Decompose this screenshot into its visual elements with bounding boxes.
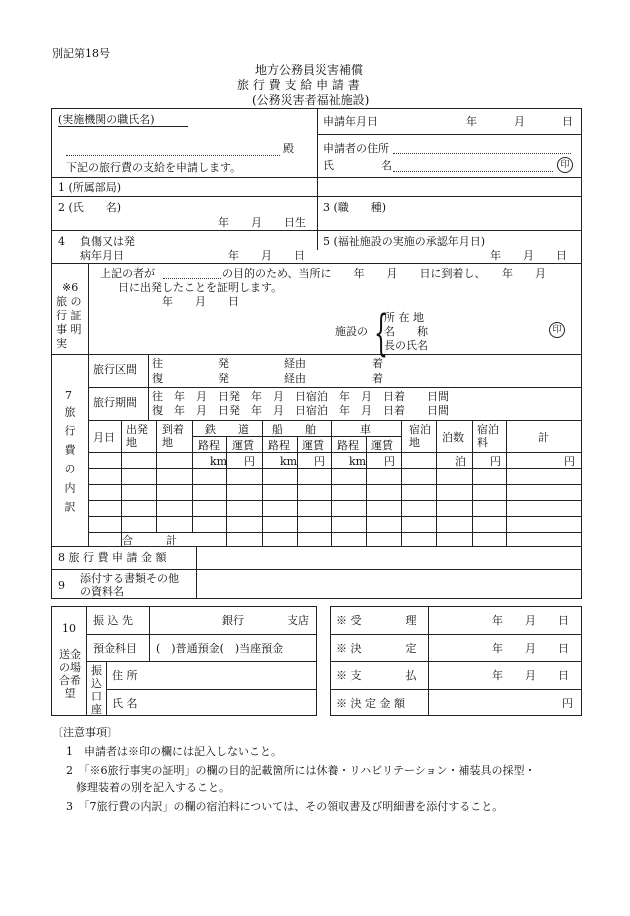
divider [436,420,437,546]
account-name-label: 氏 名 [112,697,138,710]
applicant-name-field[interactable] [393,171,553,172]
divider [51,263,582,264]
name-label: 2 (氏 名) [58,201,122,214]
divider [331,420,332,546]
amount-yen: 円 [562,697,573,710]
divider [506,420,507,546]
facility-label: 施設の [335,325,368,338]
breakdown-no: 7 [65,389,72,402]
org-label: (実施機関の職氏名) [58,113,155,126]
col-lodging-fee: 宿泊料 [477,423,499,449]
divider [121,420,122,546]
brace-icon: { [374,307,388,363]
unit-yen: 円 [314,455,325,468]
applicant-name-shi: 氏 [323,159,334,172]
cert-side-5: 実 [56,337,67,350]
form-number: 別記第18号 [52,47,110,60]
divider [330,689,582,690]
sub-ship-distance: 路程 [268,439,290,452]
apply-date-label: 申請年月日 [323,115,378,128]
period-outbound: 往 年 月 日発 年 月 日宿泊 年 月 日着 日間 [152,390,449,403]
section-label: 旅行区間 [93,363,137,376]
divider [88,516,582,517]
col-nights: 泊数 [442,431,464,444]
divider [88,452,582,453]
title-line-1: 地方公務員災害補償 [255,63,364,77]
divider [88,263,89,546]
unit-yen: 円 [564,455,575,468]
total-label: 合 計 [122,534,177,547]
divider [106,689,317,690]
dept-label: 1 (所属部局) [58,181,122,194]
receipt-label: ※ 受 理 [336,614,417,627]
deposit-type-label: 預金科目 [93,642,137,655]
dono-label: 殿 [283,142,294,155]
divider [317,108,318,250]
injury-label-1: 負傷又は発 [80,235,135,248]
section-outbound: 往 発 経由 着 [152,357,383,370]
sub-rail-fare: 運賃 [232,439,254,452]
injury-label-2: 病年月日 [80,249,124,262]
request-text: 下記の旅行費の支給を申請します。 [66,161,242,174]
divider [88,387,582,388]
note-2a: 2 「※6旅行事実の証明」の欄の目的記載箇所には休養・リハビリテーション・補装具の採型・ [66,764,536,777]
attachment-label-2: の資料名 [80,585,124,598]
bank-side-label: 送金の場合希望 [59,648,81,700]
apply-day: 日 [562,115,573,128]
cert-side-4: 事 明 [56,323,82,336]
col-arrival: 到着地 [162,423,184,449]
divider [51,177,582,178]
decision-date: 年 月 日 [492,642,569,655]
sub-car-distance: 路程 [337,439,359,452]
facility-head: 長の氏名 [384,339,428,352]
receipt-date: 年 月 日 [492,614,569,627]
apply-year: 年 [466,115,477,128]
title-line-3: (公務災害者福祉施設) [252,93,370,107]
purpose-field[interactable] [163,278,221,279]
bank-label: 銀行 [222,614,244,627]
decision-label: ※ 決 定 [336,642,417,655]
divider [401,420,402,546]
payment-label: ※ 支 払 [336,669,417,682]
note-2b: 修理装着の別を記入すること。 [76,781,230,794]
cert-side-1: ※6 [62,281,79,294]
section-return: 復 発 経由 着 [152,372,383,385]
account-side-label: 振込口座 [91,664,102,716]
request-amount-label: 8 旅 行 費 申 請 金 額 [58,551,167,564]
divider [51,354,582,355]
col-rail: 鉄 道 [205,423,249,436]
period-return: 復 年 月 日発 年 月 日宿泊 年 月 日着 日間 [152,404,449,417]
birth-date: 年 月 日生 [218,216,306,229]
branch-label: 支店 [287,614,309,627]
org-underline [58,126,188,127]
facility-seal-icon: 印 [549,322,565,338]
divider [472,420,473,546]
approval-date: 年 月 日 [490,249,567,262]
divider [51,196,582,197]
divider [317,134,582,135]
furikomi-label: 振 込 先 [93,614,133,627]
bank-no: 10 [62,622,76,635]
col-lodging-place: 宿泊地 [409,423,431,449]
cert-side-3: 行 証 [56,309,82,322]
page-title: 旅 行 費 支 給 申 請 書 [237,78,360,92]
injury-no: 4 [58,235,65,248]
divider [51,230,582,231]
account-address-label: 住 所 [112,669,138,682]
apply-month: 月 [514,115,525,128]
sub-ship-fare: 運賃 [302,439,324,452]
col-departure: 出発地 [126,423,148,449]
col-total: 計 [538,431,549,444]
breakdown-side-label: 旅行費の内訳 [63,406,76,520]
divider [86,634,317,635]
divider [86,661,317,662]
facility-address: 所 在 地 [384,311,424,324]
divider [88,484,582,485]
divider [88,420,582,421]
unit-km: km [210,455,228,468]
divider [192,436,401,437]
unit-km: km [349,455,367,468]
cert-side-2: 旅 の [56,295,82,308]
approval-date-label: 5 (福祉施設の実施の承認年月日) [323,235,486,248]
note-1: 1 申請者は※印の欄には記入しないこと。 [66,745,282,758]
amount-label: ※ 決 定 金 額 [336,697,405,710]
attachment-label-1: 添付する書類その他 [80,572,179,585]
cert-text-1b: の目的のため、当所に 年 月 日に到着し、 年 月 [222,267,547,280]
notes-heading: 〔注意事項〕 [52,726,118,739]
period-label: 旅行期間 [93,396,137,409]
cert-date: 年 月 日 [162,295,239,308]
facility-name: 名 称 [384,325,428,338]
deposit-type-options[interactable]: ( )普通預金( )当座預金 [156,642,284,655]
divider [330,634,582,635]
attachment-no: 9 [58,579,65,592]
applicant-name-mei: 名 [381,159,392,172]
unit-nights: 泊 [455,455,466,468]
unit-yen: 円 [244,455,255,468]
injury-date: 年 月 日 [228,249,305,262]
divider [51,569,582,570]
unit-km: km [280,455,298,468]
divider [196,546,197,599]
divider [262,420,263,546]
divider [88,532,582,533]
col-ship: 船 舶 [272,423,316,436]
unit-yen: 円 [490,455,501,468]
note-3: 3 「7旅行費の内訳」の欄の宿泊料については、その領収書及び明細書を添付すること。 [66,800,504,813]
applicant-address-field[interactable] [393,153,571,154]
divider [88,468,582,469]
applicant-seal-icon: 印 [557,157,573,173]
divider [88,500,582,501]
cert-text-2: 日に出発したことを証明します。 [118,281,283,294]
unit-yen: 円 [384,455,395,468]
job-type-label: 3 (職 種) [323,201,387,214]
col-date: 月日 [93,431,115,444]
sub-car-fare: 運賃 [371,439,393,452]
cert-text-1a: 上記の者が [100,267,155,280]
divider [330,661,582,662]
org-name-field[interactable] [66,155,280,156]
payment-date: 年 月 日 [492,669,569,682]
sub-rail-distance: 路程 [198,439,220,452]
col-car: 車 [360,423,371,436]
applicant-address-label: 申請者の住所 [323,142,389,155]
